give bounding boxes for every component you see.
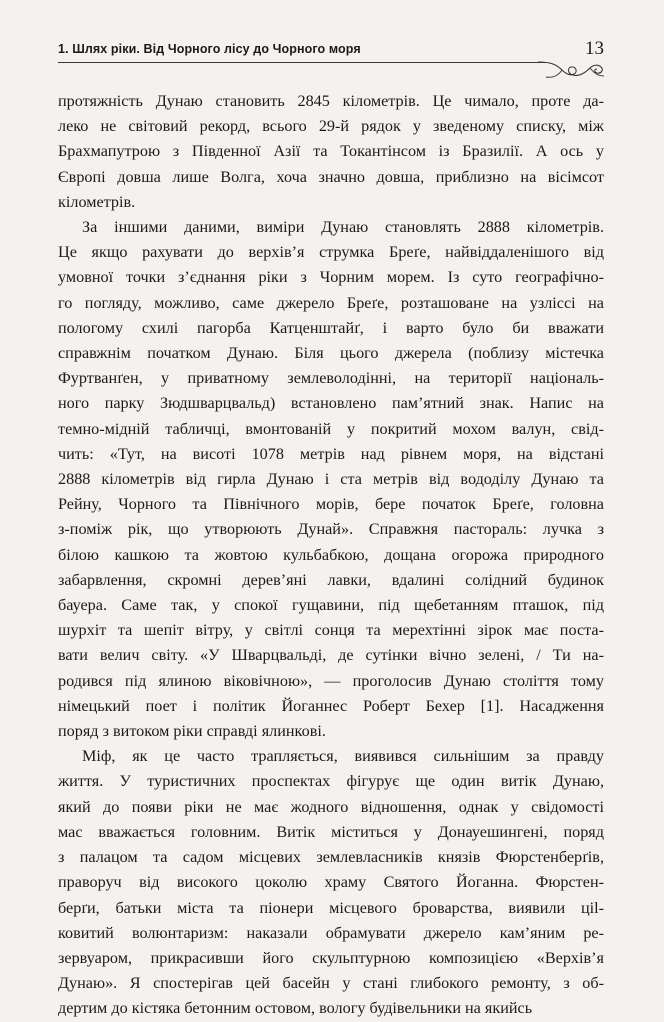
text-line: родився під ялиною віковічною», — проголосив Дунаю століття тому [58,671,604,690]
text-line: з-поміж рік, що утворюють Дунай». Справжня пастораль: лучка з [58,520,604,539]
text-line: кілометрів. [58,192,136,211]
paragraph [58,89,604,215]
text-line: мас вважається головним. Витік міститься у Донауешингені, поряд [58,822,604,841]
text-line: го погляду, можливо, саме джерело Бреґе, розташоване на узліссі на [58,293,604,312]
text-line: Рейну, Чорного та Північного морів, бере початок Бреґе, головна [58,495,604,514]
text-line: ного парку Зюдшварцвальд) встановлено пам’ятний знак. Напис на [58,394,604,413]
text-line: ковитий волюнтаризм: наказали обрамувати джерело кам’яним ре- [58,923,604,942]
text-line: вати велич світу. «У Шварцвальді, де сутінки вічно зелені, / Ти на- [58,646,604,665]
text-line: дертим до кістяка бетонним остовом, вологу будівельники на якийсь [58,999,533,1018]
text-line: бауера. Саме так, у спокої гущавини, під щебетанням пташок, під [58,596,604,615]
text-line: білою кашкою та жовтою кульбабкою, дощана огорожа природного [58,545,604,564]
text-line: Міф, як це часто трапляється, виявився сильнішим за правду [82,747,604,766]
body-text [58,89,604,1022]
text-line: Європі довша лише Волга, хоча значно довша, приблизно на вісімсот [58,167,604,186]
page-number: 13 [585,38,604,59]
text-line: з палацом та садом місцевих землевласників князів Фюрстенберґів, [58,848,604,867]
text-line: берґи, батьки міста та піонери місцевого броварства, виявили цil- [58,898,604,917]
text-line: забарвлення, скромні дерев’яні лавки, вдалині солідний будинок [58,570,604,589]
text-line: 2888 кілометрів від гирла Дунаю і ста метрів від вододілу Дунаю та [58,470,604,489]
text-line: життя. У туристичних проспектах фігурує ще один витік Дунаю, [58,772,604,791]
text-line: темно-мідній табличці, вмонтованій у покритий мохом валун, свід- [58,419,604,438]
text-line: який до появи ріки не має жодного відношення, однак у свідомості [58,797,604,816]
text-line: Фуртванґен, у приватному землеволодінні, на території національ- [58,369,604,388]
text-line: зервуаром, прикрасивши його скульптурною композицією «Верхів’я [58,948,604,967]
text-line: німецький поет і політик Йоганнес Роберт Бехер [1]. Насадження [58,696,604,715]
text-line: справжнім початком Дунаю. Біля цього джерела (поблизу містечка [58,344,604,363]
text-line: протяжність Дунаю становить 2845 кілометрів. Це чимало, проте да- [58,92,604,110]
text-line: За іншими даними, виміри Дунаю становлять 2888 кілометрів. [82,218,604,237]
running-head: 1. Шлях ріки. Від Чорного лісу до Чорного моря [58,42,361,56]
text-line: пологому схилі пагорба Катценштайґ, і варто було би вважати [58,318,604,337]
paragraph [58,215,604,744]
paragraph [58,744,604,1021]
text-line: чить: «Тут, на висоті 1078 метрів над рівнем моря, на відстані [58,444,604,463]
ornament-flourish-icon [536,56,608,86]
text-line: шурхіт та шепіт вітру, у світлі сонця та мерехтінні зірок має поста- [58,621,604,640]
text-line: поряд з витоком ріки справді ялинкові. [58,722,326,741]
text-line: Це якщо рахувати до верхів’я струмка Бреґе, найвіддаленішого від [58,243,604,262]
page-header [58,38,604,68]
text-line: Дунаю». Я спостерігав цей басейн у стані глибокого ремонту, з об- [58,974,604,993]
text-line: умовної точки з’єднання ріки з Чорним морем. Із суто географічно- [58,268,604,287]
header-rule [58,62,546,63]
text-line: Брахмапутрою з Південної Азії та Токантінсом із Бразилії. А ось у [58,142,604,161]
text-line: праворуч від високого цоколю храму Святого Йоганна. Фюрстен- [58,873,604,892]
text-line: леко не світовий рекорд, всього 29-й рядок у зведеному списку, між [58,117,604,136]
